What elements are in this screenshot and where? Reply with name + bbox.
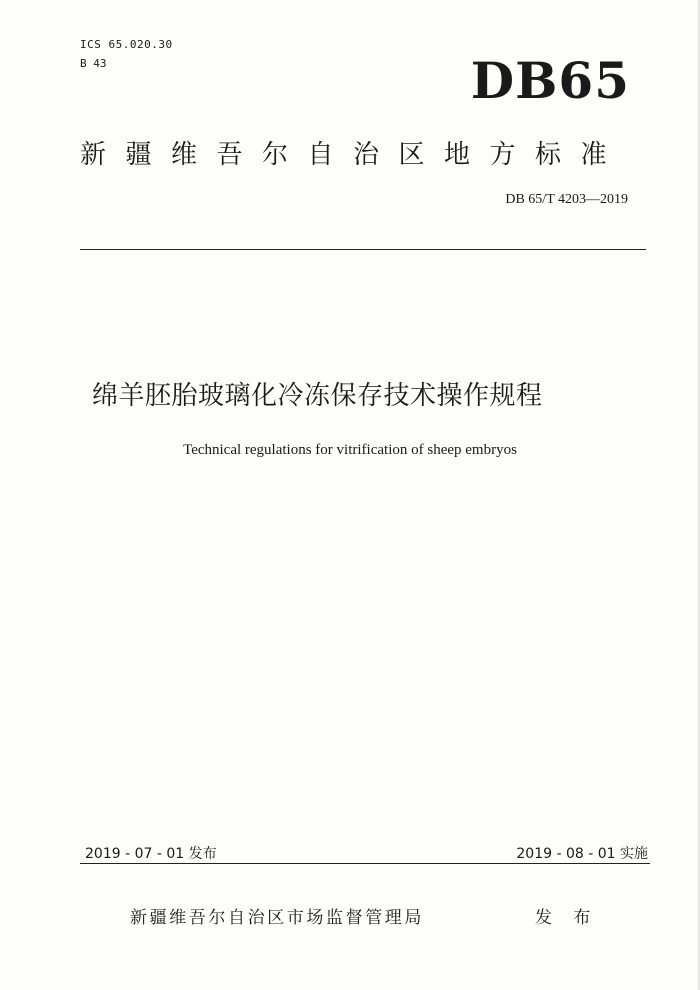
- publish-label: 发 布: [535, 908, 599, 928]
- title-english: Technical regulations for vitrification of sheep embryos: [183, 442, 517, 458]
- issuing-authority: 新疆维吾尔自治区市场监督管理局: [130, 908, 424, 928]
- top-divider: [80, 249, 646, 250]
- standard-type: 新疆维吾尔自治区地方标准: [80, 140, 627, 170]
- ics-code: ICS 65.020.30: [80, 38, 173, 51]
- standard-mark: DB65: [470, 51, 630, 110]
- ccs-code: B 43: [80, 57, 107, 70]
- bottom-divider: [80, 863, 650, 864]
- standard-number: DB 65/T 4203—2019: [505, 192, 628, 207]
- title-chinese: 绵羊胚胎玻璃化冷冻保存技术操作规程: [92, 381, 543, 411]
- implementation-date: 2019 - 08 - 01 实施: [516, 846, 648, 862]
- issue-date: 2019 - 07 - 01 发布: [85, 846, 217, 862]
